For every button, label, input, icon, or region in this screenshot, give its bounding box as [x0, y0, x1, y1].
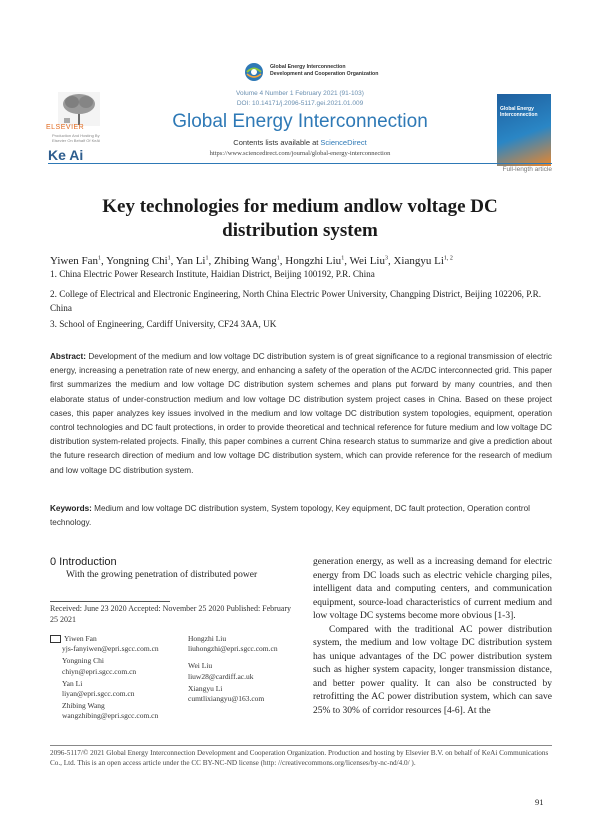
- abstract-label: Abstract:: [50, 352, 86, 361]
- mail-icon: [50, 635, 61, 643]
- cover-title: Global Energy Interconnection: [500, 106, 538, 118]
- author-name: Yiwen Fan: [50, 255, 98, 267]
- contact-name: Zhibing Wang: [62, 701, 105, 711]
- journal-url[interactable]: https://www.sciencedirect.com/journal/global-energy-interconnection: [209, 150, 391, 157]
- contact-name: Hongzhi Liu: [188, 634, 227, 643]
- author-affiliation-mark: 1: [341, 255, 345, 262]
- author-name: Yongning Chi: [106, 255, 168, 267]
- author-list: Yiwen Fan$^1$, Yongning Chi$^1$, Yan Li$^1$, Zhibing Wang$^1$, Hongzhi Liu$^1$, Wei Liu$^3$, Xiangyu Li$^{1, 2}$: [50, 255, 453, 267]
- author-affiliation-mark: 1: [276, 255, 280, 262]
- keai-logo: Ke Ai: [48, 147, 84, 163]
- footer-divider: [50, 745, 552, 746]
- organization-name: Global Energy Interconnection Development and Cooperation Organization: [270, 64, 379, 77]
- author-name: Wei Liu: [349, 255, 385, 267]
- abstract: [50, 350, 552, 478]
- intro-paragraph-2: Compared with the traditional AC power distribution system, the medium and low voltage DC distribution system has unique advantages of the DC power distribution system such as higher system capacity, longer transmission distance, and better power quality. It can also be constructed by retrofitting the AC power distribution system, which can save 25% to 30% of corridor resources [4-6]. At the: [313, 624, 552, 716]
- contact-email[interactable]: cumtlixiangyu@163.com: [188, 694, 265, 704]
- journal-cover-image: [497, 94, 551, 166]
- gei-globe-logo: [244, 62, 264, 82]
- intro-paragraph-start: With the growing penetration of distributed power: [66, 570, 258, 580]
- page-number: 91: [535, 797, 544, 807]
- contents-line: Contents lists available at ScienceDirect: [233, 138, 367, 147]
- header-divider: [48, 163, 552, 164]
- article-type: Full-length article: [502, 166, 552, 173]
- volume-info: Volume 4 Number 1 February 2021 (91-103): [236, 90, 364, 97]
- elsevier-subtitle: Production And Hosting By Elsevier On Behalf Of KeAi: [52, 133, 101, 143]
- article-dates: Received: June 23 2020 Accepted: November 25 2020 Published: February 25 2021: [50, 604, 292, 624]
- contacts-right: [188, 634, 278, 704]
- author-affiliation-mark: 3: [384, 255, 388, 262]
- contact-name: Yiwen Fan: [64, 634, 97, 643]
- paper-title: Key technologies for medium andlow voltage DC distribution system: [102, 196, 498, 241]
- contact-email[interactable]: liuhongzhi@epri.sgcc.com.cn: [188, 644, 278, 654]
- keywords-text: Medium and low voltage DC distribution system, System topology, Key equipment, DC fault protection, Operation control technology.: [50, 504, 530, 528]
- contact-name: Xiangyu Li: [188, 683, 223, 693]
- contact-email[interactable]: chiyn@epri.sgcc.com.cn: [62, 666, 137, 676]
- contact-email[interactable]: yjs-fanyiwen@epri.sgcc.com.cn: [62, 644, 159, 654]
- elsevier-wordmark: ELSEVIER: [46, 124, 85, 131]
- contact-email[interactable]: wangzhibing@epri.sgcc.com.cn: [62, 711, 159, 721]
- author-name: Zhibing Wang: [213, 255, 277, 267]
- contact-email[interactable]: liyan@epri.sgcc.com.cn: [62, 689, 135, 699]
- copyright-footer: 2096-5117/© 2021 Global Energy Interconnection Development and Cooperation Organization. Production and hosting by Elsevier B.V. on behalf of KeAi Communications Co., Ltd. This is an open access article under the CC BY-NC-ND license (http: //creativecommons.org/licenses/by-nc-nd/4.0/ ).: [50, 749, 549, 767]
- contacts-left: [50, 634, 159, 722]
- journal-title: Global Energy Interconnection: [172, 111, 428, 132]
- intro-paragraph-1: generation energy, as well as a increasing demand for electric energy from DC loads such as electric vehicle charging piles, intelligent data and computing centers, and communication equipment, source-load characteristics of current medium and low voltage DC systems become more obvious [1-3].: [313, 557, 552, 621]
- author-name: Yan Li: [175, 255, 206, 267]
- keywords-label: Keywords:: [50, 504, 92, 513]
- contact-name: Yan Li: [62, 678, 83, 688]
- affiliation-2: 2. College of Electrical and Electronic Engineering, North China Electric Power University, Changping District, Beijing 102206, P.R. China: [50, 289, 542, 313]
- author-affiliation-mark: 1: [167, 255, 171, 262]
- contact-name: Yongning Chi: [62, 656, 104, 666]
- footnote-divider: [50, 601, 170, 602]
- affiliation-1: 1. China Electric Power Research Institute, Haidian District, Beijing 100192, P.R. China: [50, 269, 375, 279]
- intro-right-column: [313, 556, 552, 718]
- author-affiliation-mark: 1: [205, 255, 209, 262]
- abstract-text: Development of the medium and low voltage DC distribution system is of great significance to a regional transmission of electric energy, increasing a penetration rate of new energy, and enhancing a safety of the operation of the AC/DC interconnected grid. This paper first summarizes the medium and low voltage DC distribution system schemes and plans put forward by many countries, and then elaborate status of under-construction medium and low voltage DC distribution system project cases in China. Based on these project cases, this paper analyzes key issues involved in the medium and low voltage DC distribution system topologies, equipment, operation control technologies and DC fault protections, in order to provide theoretical and technical reference for future medium and low voltage DC distribution system-related projects. Finally, this paper combines a current China research status to summarize and give a prediction about the future research direction of medium and low voltage DC distribution system, which can provide reference for the research of medium and low voltage DC distribution system.: [50, 352, 552, 475]
- author-affiliation-mark: 1: [97, 255, 101, 262]
- author-name: Xiangyu Li: [393, 255, 444, 267]
- contact-name: Wei Liu: [188, 661, 213, 671]
- doi[interactable]: DOI: 10.14171/j.2096-5117.gei.2021.01.009: [236, 100, 364, 107]
- author-name: Hongzhi Liu: [285, 255, 342, 267]
- section-heading-introduction: 0 Introduction: [50, 556, 117, 568]
- keywords: [50, 502, 552, 530]
- sciencedirect-link[interactable]: ScienceDirect: [320, 138, 367, 147]
- contact-email[interactable]: liuw28@cardiff.ac.uk: [188, 671, 254, 681]
- author-affiliation-mark: 1, 2: [443, 255, 453, 262]
- affiliation-3: 3. School of Engineering, Cardiff University, CF24 3AA, UK: [50, 319, 277, 329]
